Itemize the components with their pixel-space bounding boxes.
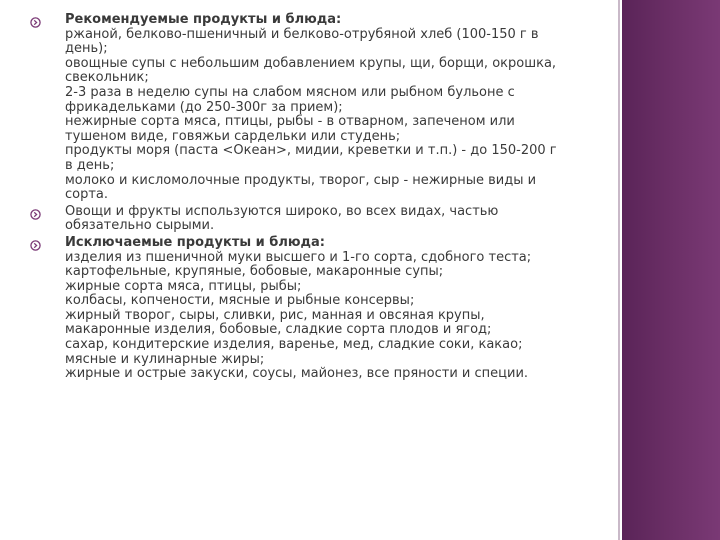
bullet-line: 2-3 раза в неделю супы на слабом мясном или рыбном бульоне с	[65, 84, 515, 100]
bullet-line: сорта.	[65, 187, 109, 203]
bullet-line: молоко и кисломолочные продукты, творог, сыр - нежирные виды и	[65, 172, 537, 188]
bullet-line: колбасы, копчености, мясные и рыбные консервы;	[65, 293, 415, 309]
bullet-heading: Исключаемые продукты и блюда:	[65, 234, 325, 250]
bullet-line: в день;	[65, 157, 115, 173]
decorative-sidebar	[622, 0, 720, 540]
bullet-item-vegetables	[30, 205, 595, 234]
bullet-line: мясные и кулинарные жиры;	[65, 351, 265, 367]
bullet-line: картофельные, крупяные, бобовые, макаронные супы;	[65, 264, 444, 280]
circle-arrow-bullet-icon	[30, 240, 41, 251]
bullet-line: тушеном виде, говяжьи сардельки или студень;	[65, 128, 401, 144]
bullet-line: жирные и острые закуски, соусы, майонез, все пряности и специи.	[65, 366, 529, 382]
bullet-line: ржаной, белково-пшеничный и белково-отрубяной хлеб (100-150 г в	[65, 26, 539, 42]
bullet-line: Овощи и фрукты используются широко, во всех видах, частью	[65, 203, 499, 219]
bullet-line: жирный творог, сыры, сливки, рис, манная и овсяная крупы,	[65, 307, 485, 323]
bullet-line: нежирные сорта мяса, птицы, рыбы - в отварном, запеченом или	[65, 114, 515, 130]
bullet-line: свекольник;	[65, 70, 149, 86]
bullet-item-recommended	[30, 13, 595, 203]
circle-arrow-bullet-icon	[30, 209, 41, 220]
bullet-line: день);	[65, 41, 108, 57]
bullet-line: обязательно сырыми.	[65, 218, 215, 234]
circle-arrow-bullet-icon	[30, 17, 41, 28]
slide-content	[30, 13, 595, 382]
bullet-line: фрикадельками (до 250-300г за прием);	[65, 99, 343, 115]
sidebar-divider	[618, 0, 620, 540]
bullet-heading: Рекомендуемые продукты и блюда:	[65, 12, 342, 27]
bullet-item-excluded	[30, 236, 595, 382]
bullet-line: макаронные изделия, бобовые, сладкие сорта плодов и ягод;	[65, 322, 492, 338]
bullet-line: овощные супы с небольшим добавлением крупы, щи, борщи, окрошка,	[65, 55, 557, 71]
bullet-line: сахар, кондитерские изделия, варенье, мед, сладкие соки, какао;	[65, 337, 523, 353]
bullet-line: изделия из пшеничной муки высшего и 1-го сорта, сдобного теста;	[65, 249, 532, 265]
bullet-line: продукты моря (паста <Океан>, мидии, креветки и т.п.) - до 150-200 г	[65, 143, 557, 159]
bullet-line: жирные сорта мяса, птицы, рыбы;	[65, 278, 302, 294]
